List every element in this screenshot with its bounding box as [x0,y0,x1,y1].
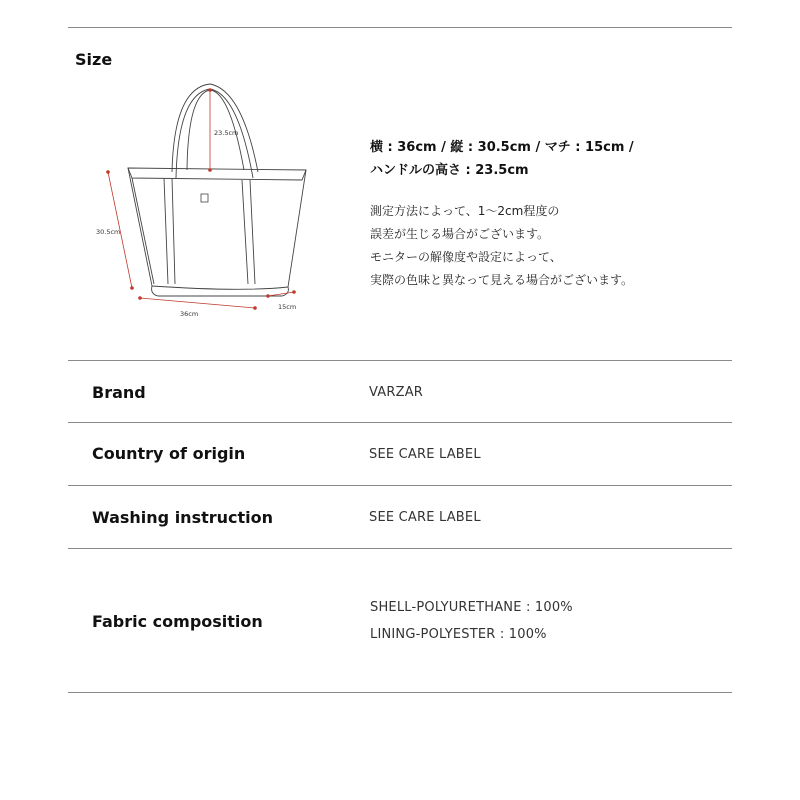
bottom-divider [68,692,732,693]
note-line: 実際の色味と異なって見える場合がございます。 [370,273,634,287]
divider [68,548,732,549]
tote-bag-size-diagram [92,82,312,322]
note-line: 測定方法によって、1〜2cm程度の [370,204,560,218]
dimensions-line-2: ハンドルの高さ : 23.5cm [370,163,529,178]
bag-height-label: 30.5cm [96,228,121,236]
divider [68,422,732,423]
fabric-value-lining: LINING-POLYESTER : 100% [370,627,547,642]
measurement-note [370,200,633,292]
bag-depth-label: 15cm [278,303,297,311]
divider [68,360,732,361]
fabric-label: Fabric composition [92,612,263,631]
origin-label: Country of origin [92,444,246,463]
dimensions-line-1: 横 : 36cm / 縦 : 30.5cm / マチ : 15cm / [370,140,634,155]
bag-body [128,168,306,289]
size-dimensions [370,136,634,182]
origin-value: SEE CARE LABEL [369,447,481,462]
handle-height-label: 23.5cm [214,129,239,137]
brand-label: Brand [92,383,146,402]
divider [68,485,732,486]
brand-value: VARZAR [369,385,424,400]
fabric-value-shell: SHELL-POLYURETHANE : 100% [370,600,573,615]
bag-width-label: 36cm [180,310,199,318]
washing-label: Washing instruction [92,508,274,527]
top-divider [68,27,732,28]
size-heading: Size [75,50,113,69]
bag-handle-front [172,84,258,172]
note-line: モニターの解像度や設定によって、 [370,250,562,264]
washing-value: SEE CARE LABEL [369,510,481,525]
logo-tag-icon [201,194,208,202]
note-line: 誤差が生じる場合がございます。 [370,227,550,241]
